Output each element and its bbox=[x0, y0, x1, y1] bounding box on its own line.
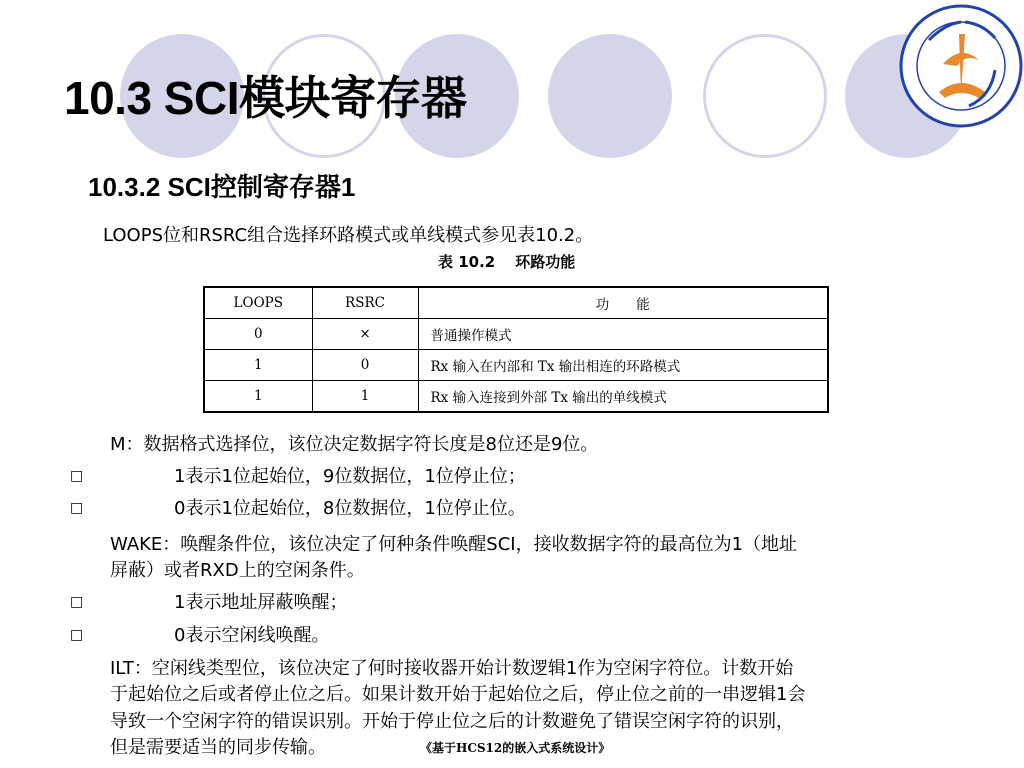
table-header-row bbox=[204, 287, 828, 319]
decor-circle-5 bbox=[703, 34, 827, 158]
table-row bbox=[204, 381, 828, 413]
university-seal-icon bbox=[899, 4, 1023, 128]
bullet-icon: □ bbox=[70, 500, 84, 516]
section-subtitle: 10.3.2 SCI控制寄存器1 bbox=[88, 172, 356, 202]
table-cell: 0 bbox=[204, 319, 312, 350]
wake-bit-item: 1表示地址屏蔽唤醒； bbox=[174, 592, 348, 613]
table-cell: 普通操作模式 bbox=[418, 319, 828, 350]
ilt-bit-description: ILT：空闲线类型位，该位决定了何时接收器开始计数逻辑1作为空闲字符位。计数开始 bbox=[110, 658, 794, 679]
table-row bbox=[204, 350, 828, 381]
m-bit-item: 0表示1位起始位，8位数据位，1位停止位。 bbox=[174, 498, 526, 519]
table-caption-number: 表 10.2 bbox=[438, 253, 496, 271]
bullet-icon: □ bbox=[70, 594, 84, 610]
table-cell: Rx 输入连接到外部 Tx 输出的单线模式 bbox=[418, 381, 828, 413]
table-cell: 1 bbox=[204, 381, 312, 413]
table-header-cell: RSRC bbox=[312, 287, 418, 319]
table-cell: Rx 输入在内部和 Tx 输出相连的环路模式 bbox=[418, 350, 828, 381]
table-header-cell: 功 能 bbox=[418, 287, 828, 319]
wake-bit-item: 0表示空闲线唤醒。 bbox=[174, 625, 330, 646]
decor-circle-4 bbox=[548, 34, 672, 158]
table-cell: 1 bbox=[204, 350, 312, 381]
table-row bbox=[204, 319, 828, 350]
loop-function-table bbox=[203, 286, 829, 413]
book-title-footer: 《基于HCS12的嵌入式系统设计》 bbox=[420, 741, 611, 755]
m-bit-description: M：数据格式选择位，该位决定数据字符长度是8位还是9位。 bbox=[110, 434, 599, 455]
table-caption bbox=[438, 251, 595, 272]
wake-bit-description-cont: 屏蔽）或者RXD上的空闲条件。 bbox=[110, 560, 365, 581]
table-cell: 0 bbox=[312, 350, 418, 381]
m-bit-item: 1表示1位起始位，9位数据位，1位停止位； bbox=[174, 466, 526, 487]
table-cell: × bbox=[312, 319, 418, 350]
bullet-icon: □ bbox=[70, 627, 84, 643]
wake-bit-description: WAKE：唤醒条件位，该位决定了何种条件唤醒SCI，接收数据字符的最高位为1（地址 bbox=[110, 534, 798, 555]
table-header-cell: LOOPS bbox=[204, 287, 312, 319]
ilt-bit-description-cont: 于起始位之后或者停止位之后。如果计数开始于起始位之后，停止位之前的一串逻辑1会 bbox=[110, 684, 806, 705]
ilt-bit-description-cont: 但是需要适当的同步传输。 bbox=[110, 737, 326, 758]
table-cell: 1 bbox=[312, 381, 418, 413]
page-title: 10.3 SCI模块寄存器 bbox=[64, 72, 467, 124]
bullet-icon: □ bbox=[70, 468, 84, 484]
intro-text: LOOPS位和RSRC组合选择环路模式或单线模式参见表10.2。 bbox=[103, 225, 594, 246]
table-caption-name: 环路功能 bbox=[515, 253, 576, 271]
ilt-bit-description-cont: 导致一个空闲字符的错误识别。开始于停止位之后的计数避免了错误空闲字符的识别， bbox=[110, 711, 794, 732]
